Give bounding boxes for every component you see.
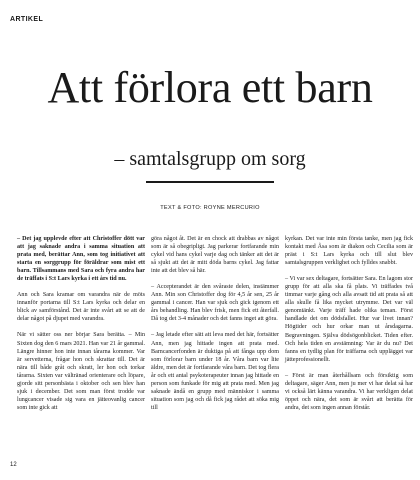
- body-paragraph: – Vi var sex deltagare, fortsätter Sara. En lagom stor grupp för att alla ska få plats. Vi träffades två timmar varje gång och alla avsatt tid att prata så att alla skulle få lika mycket utrymme. Det var väl genomtänkt. Varje träff hade olika teman. Först handlade det om dödsfallet. Hur var livet innan? Högtider och hur orkar man ut årsdagarna. Begravningen. Själva dödsögonblicket. Tiden efter. Och hela tiden en avstämning: Var är du nu? Det fanns en tydlig plan för träffarna och upplägget var jätteprofessionellt.: [285, 276, 413, 363]
- body-paragraph: göra något åt. Det är en chock att drabbas av något som är så obegripligt. Jag parkerar fortfarande min cykel vid hans cykel varje dag och tänker att det är så sjukt att det är mitt döda barns cykel. Jag fattar inte att det blev så här.: [151, 236, 279, 275]
- page-number: 12: [10, 462, 17, 468]
- body-column-2: [151, 235, 279, 420]
- lead-paragraph: – Det jag upplevde efter att Christoffer dött var att jag saknade andra i samma situation att prata med, berättar Ann, som tog initiativet att starta en sorggrupp för föräldrar som mist ett barn. Tillsammans med Sara och fyra andra har de träffats i S:t Lars kyrka i ett års tid nu.: [17, 236, 145, 283]
- body-paragraph: – Accepterandet är den svåraste delen, instämmer Ann. Min son Christoffer dog för 4,5 år sen, 25 år gammal i cancer. Han var sjuk och gick igenom ett års behandling. Han blev frisk, men fick ett återfall. Då tog det 3-4 månader och det fanns inget att göra.: [151, 284, 279, 323]
- body-paragraph: – Först är man återhållsam och försiktig som deltagare, säger Ann, men ju mer vi har delat så har vi också lärt känna varandra. Vi har verkligen delat öppet och nära, det som är svårt att berätta för andra, det som ingen annan förstår.: [285, 372, 413, 411]
- body-paragraph: När vi sätter oss ner börjar Sara berätta. – Min Sixten dog den 6 mars 2021. Han var 21 år gammal. Längre hinner hon inte innan tårarna kommer. Var är servetterna, frågar hon och skrattar till. Det är nära till både gråt och skratt, ler hon och torkar tårarna. Sixten var vältränad orienterare och löpare, gjorde sitt personbästa i oktober och sen blev han sjuk i december. Det som man först trodde var lungcancer visade sig vara en jätteovanlig cancer som inte gick att: [17, 332, 145, 411]
- article-subheadline: – samtalsgrupp om sorg: [114, 148, 306, 170]
- body-paragraph: – Jag letade efter sätt att leva med det här, fortsätter Ann, men jag hittade ingen att prata med. Barncancerfonden är duktiga på att fånga upp dom som förlorar barn under 18 år. Våra barn var lite äldre, men det är fortfarande våra barn. Det tog flera år och ett antal psykoterapeuter innan jag hittade en person som funkade för mig att prata med. Men jag saknade ändå en grupp med människor i samma situation som jag och då fick jag rådet att söka mig till: [151, 332, 279, 411]
- body-column-1: [17, 235, 145, 420]
- section-kicker: ARTIKEL: [10, 16, 44, 23]
- article-headline: Att förlora ett barn: [47, 63, 373, 112]
- body-paragraph: kyrkan. Det var inte min första tanke, men jag fick kontakt med Åsa som är diakon och Cecilia som är präst i S:t Lars kyrka och till slut blev samtalsgruppen verklighet och fylldes snabbt.: [285, 236, 413, 267]
- byline: TEXT & FOTO: ROYNE MERCURIO: [160, 205, 260, 211]
- body-column-3: [285, 235, 413, 420]
- headline-divider: [146, 181, 274, 183]
- body-paragraph: Ann och Sara kramar om varandra när de möts innanför portarna till S:t Lars kyrka och delar en blick av samförstånd. Det är inte svårt att se att de delar något på djupet med varandra.: [17, 292, 145, 323]
